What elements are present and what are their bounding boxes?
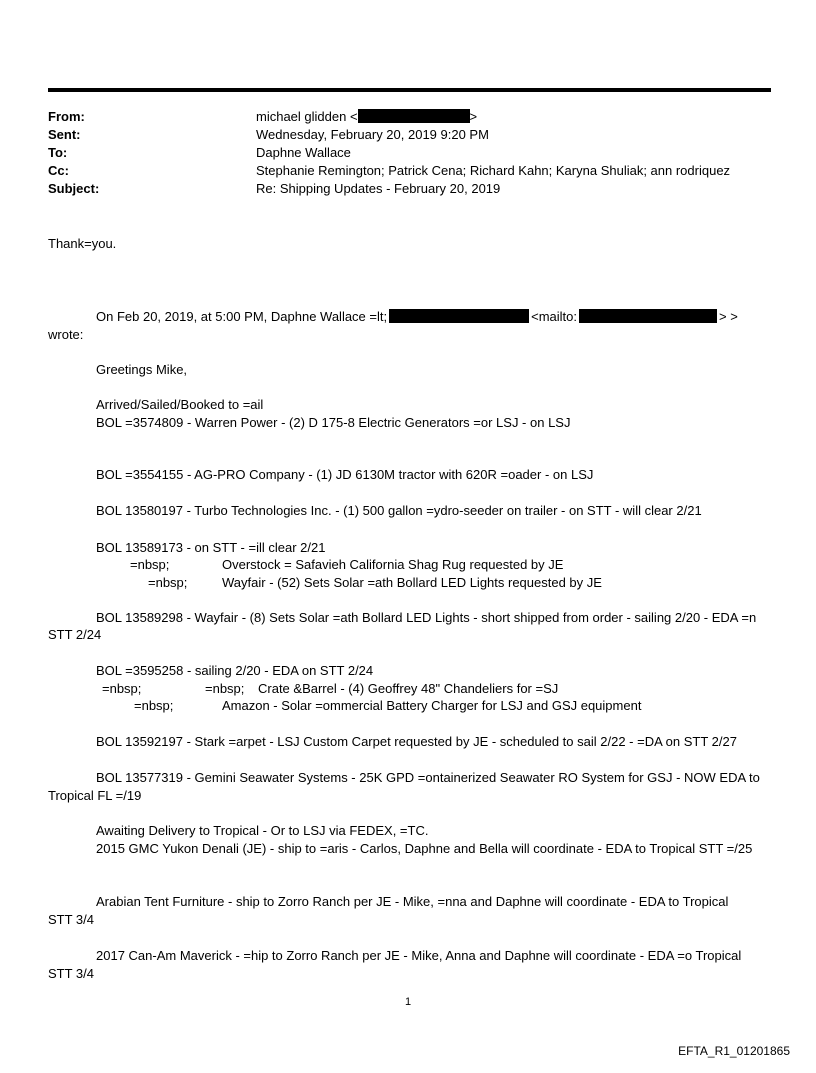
nbsp-marker: =nbsp;	[102, 681, 142, 696]
redaction-bar	[579, 309, 717, 323]
bol-line-8: BOL 13577319 - Gemini Seawater Systems - 25K GPD =ontainerized Seawater RO System for GSJ - NOW EDA to	[96, 770, 760, 785]
bol-line-3: BOL 13580197 - Turbo Technologies Inc. - (1) 500 gallon =ydro-seeder on trailer - on STT - will clear 2/21	[96, 503, 702, 518]
awaiting-item-3: 2017 Can-Am Maverick - =hip to Zorro Ranch per JE - Mike, Anna and Daphne will coordinate - EDA =o Tropical	[96, 948, 742, 963]
wrote-line: wrote:	[48, 327, 84, 342]
bol-6-item-2: Amazon - Solar =ommercial Battery Charger for LSJ and GSJ equipment	[222, 698, 642, 713]
section-awaiting-heading: Awaiting Delivery to Tropical - Or to LSJ via FEDEX, =TC.	[96, 823, 429, 838]
bol-4-item-2: Wayfair - (52) Sets Solar =ath Bollard LED Lights requested by JE	[222, 575, 602, 590]
awaiting-item-2-wrap: STT 3/4	[48, 912, 95, 927]
bol-6-item-1: Crate &Barrel - (4) Geoffrey 48" Chandeliers for =SJ	[258, 681, 559, 696]
section-arrived-heading: Arrived/Sailed/Booked to =ail	[96, 397, 264, 412]
from-label: From:	[48, 109, 85, 124]
nbsp-marker: =nbsp;	[148, 575, 188, 590]
redaction-bar	[358, 109, 470, 123]
greeting-line: Greetings Mike,	[96, 362, 188, 377]
to-value: Daphne Wallace	[256, 145, 351, 160]
thanks-line: Thank=you.	[48, 236, 117, 251]
header-rule	[48, 88, 771, 92]
awaiting-item-1: 2015 GMC Yukon Denali (JE) - ship to =aris - Carlos, Daphne and Bella will coordinate - EDA to Tropical STT =/25	[96, 841, 753, 856]
bol-line-1: BOL =3574809 - Warren Power - (2) D 175-8 Electric Generators =or LSJ - on LSJ	[96, 415, 571, 430]
bol-line-5: BOL 13589298 - Wayfair - (8) Sets Solar =ath Bollard LED Lights - short shipped from order - sailing 2/20 - EDA =n	[96, 610, 757, 625]
nbsp-marker: =nbsp;	[130, 557, 170, 572]
bol-line-8-wrap: Tropical FL =/19	[48, 788, 142, 803]
subject-label: Subject:	[48, 181, 100, 196]
bol-line-7: BOL 13592197 - Stark =arpet - LSJ Custom Carpet requested by JE - scheduled to sail 2/22 - =DA on STT 2/27	[96, 734, 737, 749]
document-id-footer: EFTA_R1_01201865	[678, 1044, 790, 1058]
bol-line-5-wrap: STT 2/24	[48, 627, 102, 642]
cc-label: Cc:	[48, 163, 69, 178]
nbsp-marker: =nbsp;	[134, 698, 174, 713]
to-label: To:	[48, 145, 68, 160]
bol-line-4: BOL 13589173 - on STT - =ill clear 2/21	[96, 540, 326, 555]
nbsp-marker: =nbsp;	[205, 681, 245, 696]
subject-value: Re: Shipping Updates - February 20, 2019	[256, 181, 501, 196]
awaiting-item-3-wrap: STT 3/4	[48, 966, 95, 981]
quote-intro-line: On Feb 20, 2019, at 5:00 PM, Daphne Wallace =lt; <mailto: > >	[96, 309, 738, 324]
redaction-bar	[389, 309, 529, 323]
cc-value: Stephanie Remington; Patrick Cena; Richard Kahn; Karyna Shuliak; ann rodriquez	[256, 163, 731, 178]
sent-value: Wednesday, February 20, 2019 9:20 PM	[256, 127, 489, 142]
page-number: 1	[404, 996, 412, 1008]
from-value: michael glidden < >	[256, 109, 478, 124]
sent-label: Sent:	[48, 127, 81, 142]
awaiting-item-2: Arabian Tent Furniture - ship to Zorro Ranch per JE - Mike, =nna and Daphne will coordinate - EDA to Tropical	[96, 894, 729, 909]
bol-line-6: BOL =3595258 - sailing 2/20 - EDA on STT 2/24	[96, 663, 374, 678]
bol-4-item-1: Overstock = Safavieh California Shag Rug requested by JE	[222, 557, 564, 572]
bol-line-2: BOL =3554155 - AG-PRO Company - (1) JD 6130M tractor with 620R =oader - on LSJ	[96, 467, 594, 482]
